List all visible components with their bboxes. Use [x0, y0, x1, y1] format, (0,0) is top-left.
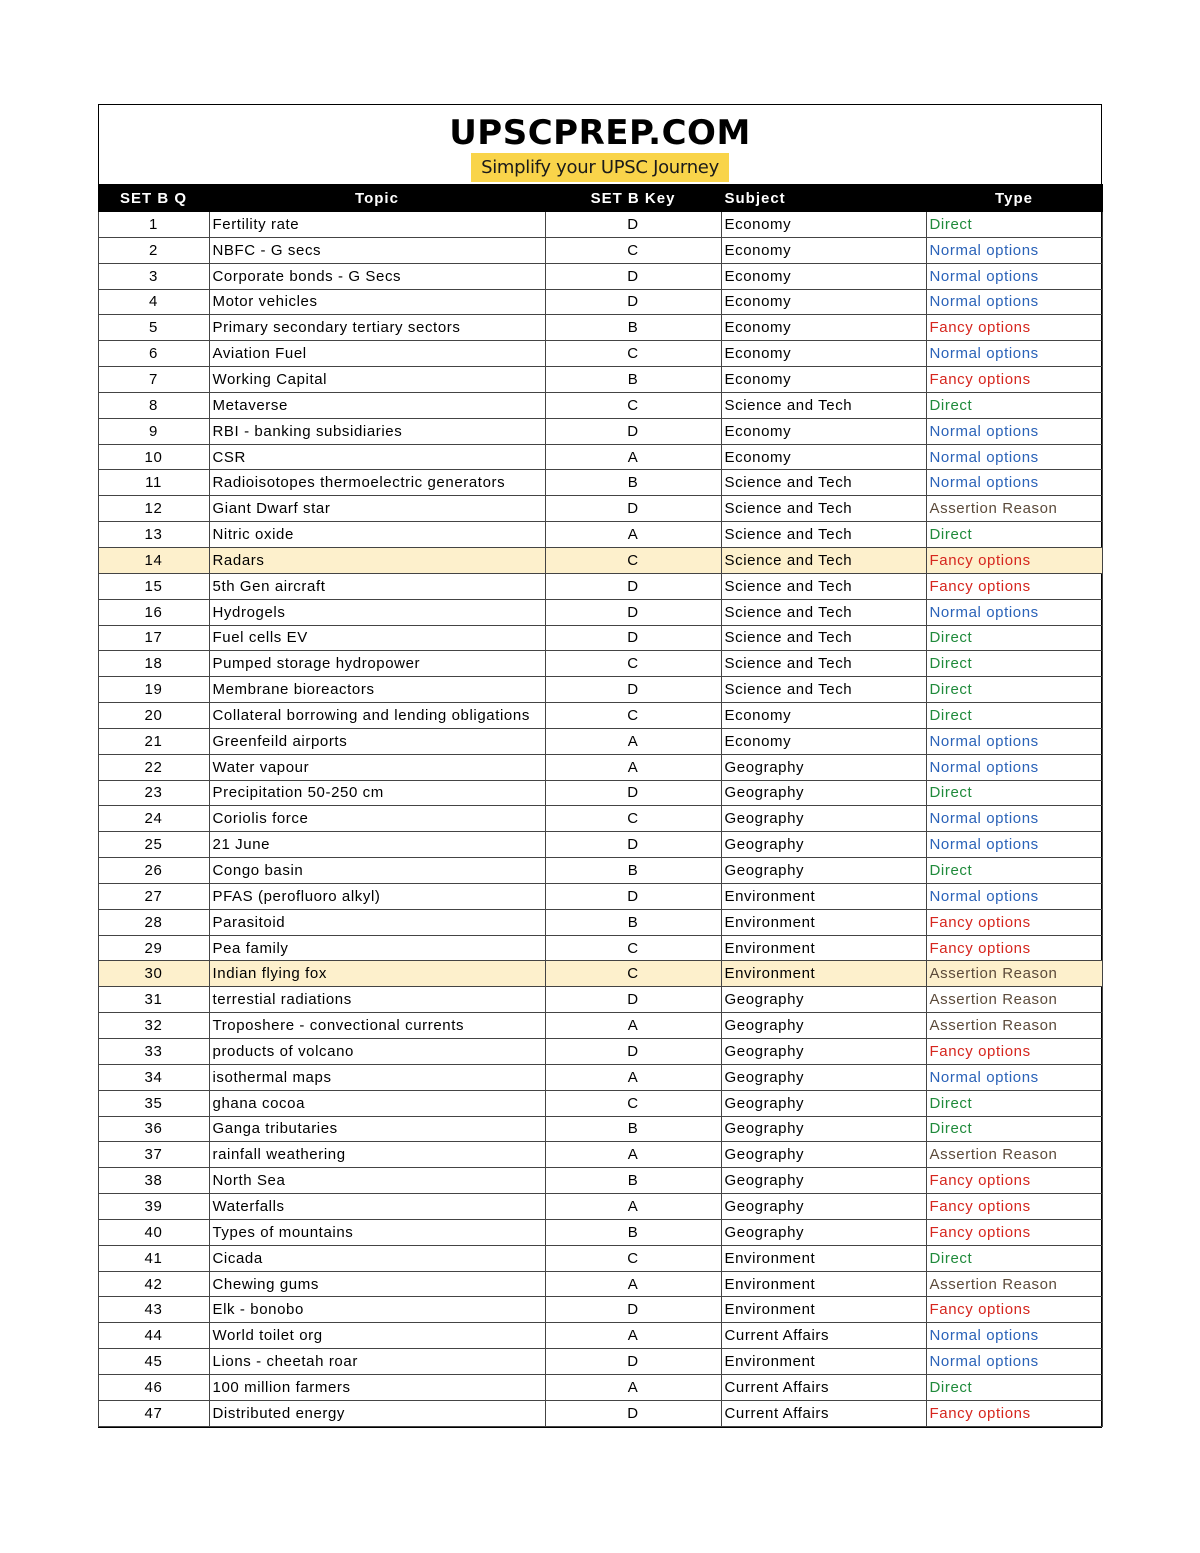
answer-key-cell: D [545, 1297, 721, 1323]
topic-cell: Troposhere - convectional currents [209, 1013, 545, 1039]
subject-cell: Geography [721, 1013, 926, 1039]
type-cell: Direct [926, 1374, 1102, 1400]
question-number-cell: 41 [98, 1245, 209, 1271]
subject-cell: Current Affairs [721, 1323, 926, 1349]
subject-cell: Economy [721, 237, 926, 263]
type-cell: Direct [926, 1245, 1102, 1271]
subject-cell: Environment [721, 1271, 926, 1297]
topic-cell: Distributed energy [209, 1400, 545, 1426]
answer-key-cell: A [545, 754, 721, 780]
answer-key-cell: C [545, 341, 721, 367]
topic-cell: rainfall weathering [209, 1142, 545, 1168]
type-cell: Normal options [926, 1323, 1102, 1349]
type-cell: Normal options [926, 237, 1102, 263]
table-row [98, 1039, 1102, 1065]
answer-key-cell: D [545, 418, 721, 444]
banner [99, 105, 1101, 184]
topic-cell: Indian flying fox [209, 961, 545, 987]
answer-key-cell: A [545, 1194, 721, 1220]
question-number-cell: 22 [98, 754, 209, 780]
table-row [98, 315, 1102, 341]
type-cell: Fancy options [926, 573, 1102, 599]
answer-key-cell: D [545, 1400, 721, 1426]
topic-cell: Chewing gums [209, 1271, 545, 1297]
answer-key-cell: C [545, 806, 721, 832]
subject-cell: Science and Tech [721, 651, 926, 677]
table-row [98, 703, 1102, 729]
type-cell: Direct [926, 1090, 1102, 1116]
subject-cell: Economy [721, 289, 926, 315]
subject-cell: Science and Tech [721, 392, 926, 418]
topic-cell: CSR [209, 444, 545, 470]
answer-key-cell: D [545, 677, 721, 703]
topic-cell: RBI - banking subsidiaries [209, 418, 545, 444]
type-cell: Assertion Reason [926, 1271, 1102, 1297]
type-cell: Normal options [926, 754, 1102, 780]
answer-key-cell: B [545, 367, 721, 393]
table-row [98, 754, 1102, 780]
table-row [98, 909, 1102, 935]
subject-cell: Economy [721, 315, 926, 341]
subject-cell: Environment [721, 935, 926, 961]
type-cell: Normal options [926, 599, 1102, 625]
topic-cell: Motor vehicles [209, 289, 545, 315]
type-cell: Normal options [926, 832, 1102, 858]
topic-cell: Radioisotopes thermoelectric generators [209, 470, 545, 496]
question-number-cell: 36 [98, 1116, 209, 1142]
type-cell: Fancy options [926, 1039, 1102, 1065]
type-cell: Direct [926, 392, 1102, 418]
answer-key-cell: D [545, 573, 721, 599]
answer-key-cell: D [545, 599, 721, 625]
answer-key-cell: D [545, 1349, 721, 1375]
question-number-cell: 30 [98, 961, 209, 987]
table-row [98, 1323, 1102, 1349]
type-cell: Normal options [926, 728, 1102, 754]
type-cell: Assertion Reason [926, 987, 1102, 1013]
topic-cell: Cicada [209, 1245, 545, 1271]
subject-cell: Environment [721, 1349, 926, 1375]
table-row [98, 573, 1102, 599]
subject-cell: Geography [721, 806, 926, 832]
table-row [98, 1297, 1102, 1323]
type-cell: Direct [926, 858, 1102, 884]
question-number-cell: 6 [98, 341, 209, 367]
table-row [98, 858, 1102, 884]
question-number-cell: 11 [98, 470, 209, 496]
answer-key-cell: B [545, 1219, 721, 1245]
answer-key-cell: C [545, 935, 721, 961]
question-number-cell: 5 [98, 315, 209, 341]
answer-key-cell: C [545, 1090, 721, 1116]
topic-cell: Lions - cheetah roar [209, 1349, 545, 1375]
table-row [98, 237, 1102, 263]
column-header-type: Type [926, 185, 1102, 212]
question-number-cell: 26 [98, 858, 209, 884]
subject-cell: Environment [721, 961, 926, 987]
topic-cell: PFAS (perofluoro alkyl) [209, 883, 545, 909]
answer-key-cell: C [545, 237, 721, 263]
topic-cell: Working Capital [209, 367, 545, 393]
table-row [98, 1374, 1102, 1400]
question-number-cell: 21 [98, 728, 209, 754]
question-number-cell: 31 [98, 987, 209, 1013]
topic-cell: Fertility rate [209, 212, 545, 238]
subject-cell: Environment [721, 1297, 926, 1323]
table-row [98, 1142, 1102, 1168]
answer-key-cell: D [545, 496, 721, 522]
topic-cell: ghana cocoa [209, 1090, 545, 1116]
question-number-cell: 20 [98, 703, 209, 729]
topic-cell: Types of mountains [209, 1219, 545, 1245]
question-number-cell: 27 [98, 883, 209, 909]
question-number-cell: 15 [98, 573, 209, 599]
answer-key-cell: A [545, 1142, 721, 1168]
topic-cell: Precipitation 50-250 cm [209, 780, 545, 806]
type-cell: Fancy options [926, 1400, 1102, 1426]
answer-key-cell: C [545, 703, 721, 729]
topic-cell: Water vapour [209, 754, 545, 780]
type-cell: Fancy options [926, 315, 1102, 341]
type-cell: Normal options [926, 806, 1102, 832]
question-number-cell: 35 [98, 1090, 209, 1116]
table-row [98, 1271, 1102, 1297]
answer-key-cell: A [545, 728, 721, 754]
topic-cell: terrestial radiations [209, 987, 545, 1013]
table-body [98, 212, 1102, 1427]
subject-cell: Geography [721, 1039, 926, 1065]
answer-key-cell: C [545, 1245, 721, 1271]
subject-cell: Geography [721, 1142, 926, 1168]
topic-cell: Parasitoid [209, 909, 545, 935]
type-cell: Assertion Reason [926, 496, 1102, 522]
type-cell: Fancy options [926, 1168, 1102, 1194]
answer-key-cell: B [545, 315, 721, 341]
answer-key-cell: D [545, 883, 721, 909]
answer-key-cell: A [545, 444, 721, 470]
question-number-cell: 3 [98, 263, 209, 289]
type-cell: Direct [926, 522, 1102, 548]
subject-cell: Geography [721, 1064, 926, 1090]
table-row [98, 470, 1102, 496]
header-row [98, 185, 1102, 212]
subject-cell: Science and Tech [721, 677, 926, 703]
table-row [98, 418, 1102, 444]
question-number-cell: 47 [98, 1400, 209, 1426]
topic-cell: NBFC - G secs [209, 237, 545, 263]
question-number-cell: 10 [98, 444, 209, 470]
table-row [98, 883, 1102, 909]
type-cell: Fancy options [926, 1194, 1102, 1220]
table-row [98, 341, 1102, 367]
table-row [98, 1245, 1102, 1271]
question-number-cell: 28 [98, 909, 209, 935]
question-number-cell: 29 [98, 935, 209, 961]
subject-cell: Environment [721, 1245, 926, 1271]
column-header-subject: Subject [721, 185, 926, 212]
table-row [98, 496, 1102, 522]
topic-cell: Greenfeild airports [209, 728, 545, 754]
table-row [98, 832, 1102, 858]
subject-cell: Geography [721, 1168, 926, 1194]
table-row [98, 444, 1102, 470]
topic-cell: Aviation Fuel [209, 341, 545, 367]
topic-cell: Pumped storage hydropower [209, 651, 545, 677]
question-number-cell: 1 [98, 212, 209, 238]
table-row [98, 212, 1102, 238]
topic-cell: Hydrogels [209, 599, 545, 625]
subject-cell: Geography [721, 1116, 926, 1142]
subject-cell: Environment [721, 909, 926, 935]
subject-cell: Economy [721, 341, 926, 367]
question-number-cell: 8 [98, 392, 209, 418]
answer-key-cell: B [545, 1116, 721, 1142]
type-cell: Assertion Reason [926, 1013, 1102, 1039]
answer-key-cell: D [545, 212, 721, 238]
tagline-badge: Simplify your UPSC Journey [471, 153, 729, 182]
table-row [98, 1013, 1102, 1039]
subject-cell: Geography [721, 858, 926, 884]
question-number-cell: 37 [98, 1142, 209, 1168]
table-row [98, 1168, 1102, 1194]
type-cell: Fancy options [926, 547, 1102, 573]
question-number-cell: 33 [98, 1039, 209, 1065]
answer-key-cell: A [545, 1064, 721, 1090]
subject-cell: Environment [721, 883, 926, 909]
question-number-cell: 46 [98, 1374, 209, 1400]
type-cell: Normal options [926, 1349, 1102, 1375]
answer-key-cell: D [545, 263, 721, 289]
question-number-cell: 24 [98, 806, 209, 832]
question-number-cell: 16 [98, 599, 209, 625]
table-row [98, 1219, 1102, 1245]
subject-cell: Economy [721, 728, 926, 754]
topic-cell: 100 million farmers [209, 1374, 545, 1400]
table-row [98, 625, 1102, 651]
question-number-cell: 43 [98, 1297, 209, 1323]
type-cell: Fancy options [926, 367, 1102, 393]
subject-cell: Science and Tech [721, 470, 926, 496]
topic-cell: Metaverse [209, 392, 545, 418]
subject-cell: Science and Tech [721, 625, 926, 651]
table-row [98, 780, 1102, 806]
answer-key-cell: B [545, 1168, 721, 1194]
subject-cell: Economy [721, 703, 926, 729]
question-number-cell: 39 [98, 1194, 209, 1220]
topic-cell: Waterfalls [209, 1194, 545, 1220]
answer-key-cell: D [545, 289, 721, 315]
answer-key-cell: D [545, 832, 721, 858]
table-row [98, 1349, 1102, 1375]
topic-cell: Radars [209, 547, 545, 573]
answer-key-cell: B [545, 470, 721, 496]
subject-cell: Geography [721, 1090, 926, 1116]
type-cell: Direct [926, 625, 1102, 651]
type-cell: Normal options [926, 341, 1102, 367]
type-cell: Direct [926, 651, 1102, 677]
subject-cell: Economy [721, 212, 926, 238]
subject-cell: Economy [721, 444, 926, 470]
question-number-cell: 44 [98, 1323, 209, 1349]
question-number-cell: 12 [98, 496, 209, 522]
type-cell: Normal options [926, 470, 1102, 496]
table-row [98, 289, 1102, 315]
type-cell: Normal options [926, 289, 1102, 315]
brand-title: UPSCPREP.COM [449, 113, 751, 153]
subject-cell: Current Affairs [721, 1374, 926, 1400]
topic-cell: isothermal maps [209, 1064, 545, 1090]
type-cell: Assertion Reason [926, 1142, 1102, 1168]
table-row [98, 1116, 1102, 1142]
type-cell: Assertion Reason [926, 961, 1102, 987]
question-number-cell: 2 [98, 237, 209, 263]
table-row [98, 1064, 1102, 1090]
question-number-cell: 34 [98, 1064, 209, 1090]
topic-cell: World toilet org [209, 1323, 545, 1349]
topic-cell: Coriolis force [209, 806, 545, 832]
table-row [98, 677, 1102, 703]
question-number-cell: 17 [98, 625, 209, 651]
topic-cell: Primary secondary tertiary sectors [209, 315, 545, 341]
question-number-cell: 32 [98, 1013, 209, 1039]
type-cell: Normal options [926, 1064, 1102, 1090]
subject-cell: Science and Tech [721, 573, 926, 599]
question-number-cell: 4 [98, 289, 209, 315]
topic-cell: North Sea [209, 1168, 545, 1194]
topic-cell: Corporate bonds - G Secs [209, 263, 545, 289]
question-number-cell: 23 [98, 780, 209, 806]
table-row [98, 806, 1102, 832]
question-number-cell: 45 [98, 1349, 209, 1375]
question-number-cell: 18 [98, 651, 209, 677]
answer-key-cell: A [545, 1323, 721, 1349]
answer-key-cell: C [545, 651, 721, 677]
answer-key-cell: A [545, 1013, 721, 1039]
subject-cell: Geography [721, 987, 926, 1013]
table-row [98, 547, 1102, 573]
table-row [98, 1194, 1102, 1220]
subject-cell: Science and Tech [721, 522, 926, 548]
answer-key-cell: D [545, 1039, 721, 1065]
table-row [98, 599, 1102, 625]
question-number-cell: 25 [98, 832, 209, 858]
table-row [98, 961, 1102, 987]
topic-cell: Membrane bioreactors [209, 677, 545, 703]
topic-cell: 21 June [209, 832, 545, 858]
table-row [98, 1400, 1102, 1426]
table-row [98, 651, 1102, 677]
type-cell: Fancy options [926, 1297, 1102, 1323]
type-cell: Fancy options [926, 1219, 1102, 1245]
table-row [98, 935, 1102, 961]
topic-cell: 5th Gen aircraft [209, 573, 545, 599]
type-cell: Direct [926, 703, 1102, 729]
topic-cell: Pea family [209, 935, 545, 961]
subject-cell: Science and Tech [721, 599, 926, 625]
answer-key-cell: B [545, 858, 721, 884]
answer-key-cell: A [545, 1271, 721, 1297]
question-number-cell: 40 [98, 1219, 209, 1245]
subject-cell: Current Affairs [721, 1400, 926, 1426]
type-cell: Direct [926, 677, 1102, 703]
topic-cell: products of volcano [209, 1039, 545, 1065]
question-number-cell: 42 [98, 1271, 209, 1297]
column-header-question: SET B Q [98, 185, 209, 212]
table-row [98, 987, 1102, 1013]
question-number-cell: 38 [98, 1168, 209, 1194]
subject-cell: Geography [721, 754, 926, 780]
type-cell: Direct [926, 1116, 1102, 1142]
answer-key-table [98, 184, 1103, 1427]
table-row [98, 263, 1102, 289]
topic-cell: Elk - bonobo [209, 1297, 545, 1323]
answer-key-cell: A [545, 1374, 721, 1400]
type-cell: Fancy options [926, 909, 1102, 935]
type-cell: Normal options [926, 418, 1102, 444]
table-row [98, 392, 1102, 418]
answer-key-cell: C [545, 961, 721, 987]
type-cell: Fancy options [926, 935, 1102, 961]
subject-cell: Science and Tech [721, 547, 926, 573]
topic-cell: Collateral borrowing and lending obligations [209, 703, 545, 729]
type-cell: Direct [926, 780, 1102, 806]
table-row [98, 522, 1102, 548]
topic-cell: Nitric oxide [209, 522, 545, 548]
question-number-cell: 9 [98, 418, 209, 444]
subject-cell: Economy [721, 263, 926, 289]
subject-cell: Geography [721, 780, 926, 806]
column-header-topic: Topic [209, 185, 545, 212]
subject-cell: Science and Tech [721, 496, 926, 522]
subject-cell: Geography [721, 832, 926, 858]
type-cell: Normal options [926, 263, 1102, 289]
topic-cell: Giant Dwarf star [209, 496, 545, 522]
answer-key-cell: C [545, 392, 721, 418]
subject-cell: Geography [721, 1194, 926, 1220]
answer-key-cell: D [545, 987, 721, 1013]
type-cell: Normal options [926, 883, 1102, 909]
answer-key-cell: A [545, 522, 721, 548]
answer-key-cell: B [545, 909, 721, 935]
question-number-cell: 19 [98, 677, 209, 703]
answer-key-cell: D [545, 780, 721, 806]
question-number-cell: 14 [98, 547, 209, 573]
answer-key-cell: C [545, 547, 721, 573]
subject-cell: Economy [721, 367, 926, 393]
column-header-key: SET B Key [545, 185, 721, 212]
topic-cell: Congo basin [209, 858, 545, 884]
subject-cell: Geography [721, 1219, 926, 1245]
table-row [98, 1090, 1102, 1116]
answer-key-cell: D [545, 625, 721, 651]
table-row [98, 728, 1102, 754]
subject-cell: Economy [721, 418, 926, 444]
topic-cell: Fuel cells EV [209, 625, 545, 651]
question-number-cell: 7 [98, 367, 209, 393]
type-cell: Normal options [926, 444, 1102, 470]
type-cell: Direct [926, 212, 1102, 238]
answer-key-sheet [98, 104, 1102, 1428]
topic-cell: Ganga tributaries [209, 1116, 545, 1142]
question-number-cell: 13 [98, 522, 209, 548]
table-row [98, 367, 1102, 393]
